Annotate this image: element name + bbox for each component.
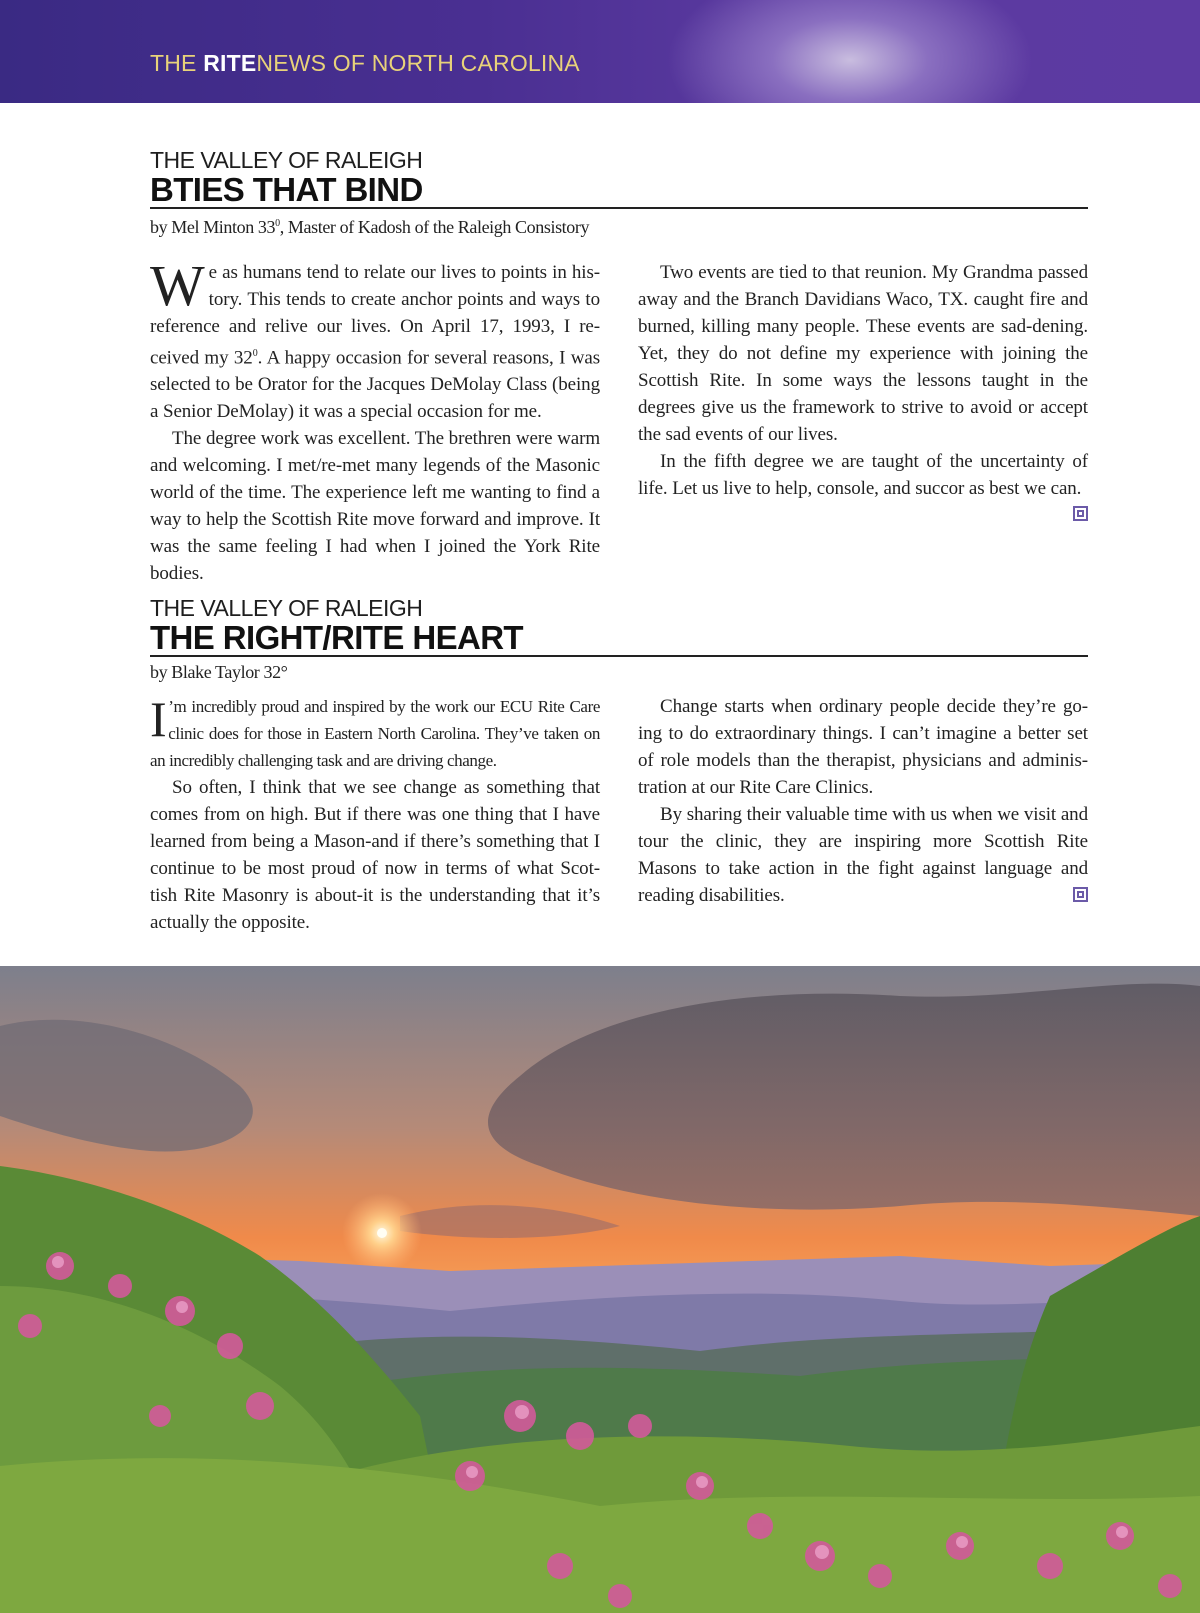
article-right-rite-heart [150, 595, 1088, 933]
paragraph-text-post: . A happy occasion for several reasons, I was selected to be Orator for the Jacques DeMolay Class (being a Senior DeMolay) it was a special occasion for me. [150, 347, 600, 423]
article-headline: THE RIGHT/RITE HEART [150, 621, 1088, 657]
end-mark-icon [1073, 506, 1088, 521]
paragraph: By sharing their valuable time with us when we visit and tour the clinic, they are inspiring more Scottish Rite Masons to take action in the fight against language and reading disabilities. [638, 804, 1088, 906]
article-kicker: THE VALLEY OF RALEIGH [150, 595, 423, 621]
title-suffix: NEWS OF NORTH CAROLINA [256, 50, 580, 76]
paragraph: So often, I think that we see change as something that comes from on high. But if there was one thing that I have learned from being a Mason-and if there’s something that I continue to be most proud of now in terms of what Scot-tish Rite Masonry is about-it is the understanding that it’s actually the opposite. [150, 777, 600, 933]
drop-cap: I [150, 691, 167, 747]
end-mark-icon [1073, 887, 1088, 902]
paragraph [150, 253, 600, 425]
title-rite: RITE [203, 50, 257, 76]
column-left [150, 253, 600, 587]
paragraph: The degree work was excellent. The brethren were warm and welcoming. I met/re-met many legends of the Masonic world of the time. The experience left me wanting to find a way to help the Scottish Rite move forward and improve. It was the same feeling I had when I joined the York Rite bodies. [150, 428, 600, 585]
byline-text: by Mel Minton 33 [150, 217, 276, 237]
article-headline: BTIES THAT BIND [150, 173, 1088, 209]
drop-cap: W [150, 253, 205, 318]
column-right [638, 259, 1088, 521]
masthead [0, 0, 1200, 103]
paragraph: Change starts when ordinary people decide they’re go-ing to do extraordinary things. I can’t imagine a better set of role models than the therapist, physicians and adminis-tration at our Rite Care Clinics. [638, 696, 1088, 798]
mountain-sunset-photo [0, 966, 1200, 1613]
landscape-illustration [0, 966, 1200, 1613]
byline-sup: 0 [275, 218, 280, 229]
paragraph-text: e as humans tend to relate our lives to points in his-tory. This tends to create anchor points and ways to reference and relive our lives. On April 17, 1993, I re-ceived my 32 [150, 262, 600, 369]
paragraph [150, 693, 600, 774]
article-byline: by Blake Taylor 32° [150, 662, 288, 682]
article-byline [150, 211, 1088, 240]
publication-title [150, 50, 580, 77]
article-kicker: THE VALLEY OF RALEIGH [150, 147, 423, 173]
article-ties-that-bind [150, 147, 1088, 585]
column-left [150, 693, 600, 936]
paragraph-text: ’m incredibly proud and inspired by the work our ECU Rite Care clinic does for those in Eastern North Carolina. They’ve taken on an incredibly challenging task and are driving change. [150, 697, 600, 770]
paragraph: In the fifth degree we are taught of the uncertainty of life. Let us live to help, console, and succor as best we can. [638, 451, 1088, 499]
byline-text-post: , Master of Kadosh of the Raleigh Consistory [279, 217, 590, 237]
paragraph-sup: 0 [252, 348, 258, 359]
paragraph: Two events are tied to that reunion. My Grandma passed away and the Branch Davidians Waco, TX. caught fire and burned, killing many people. These events are sad-dening. Yet, they do not define my experience with joining the Scottish Rite. In some ways the lessons taught in the degrees give us the framework to strive to avoid or accept the sad events of our lives. [638, 262, 1088, 445]
title-prefix: THE [150, 50, 204, 76]
column-right [638, 693, 1088, 906]
